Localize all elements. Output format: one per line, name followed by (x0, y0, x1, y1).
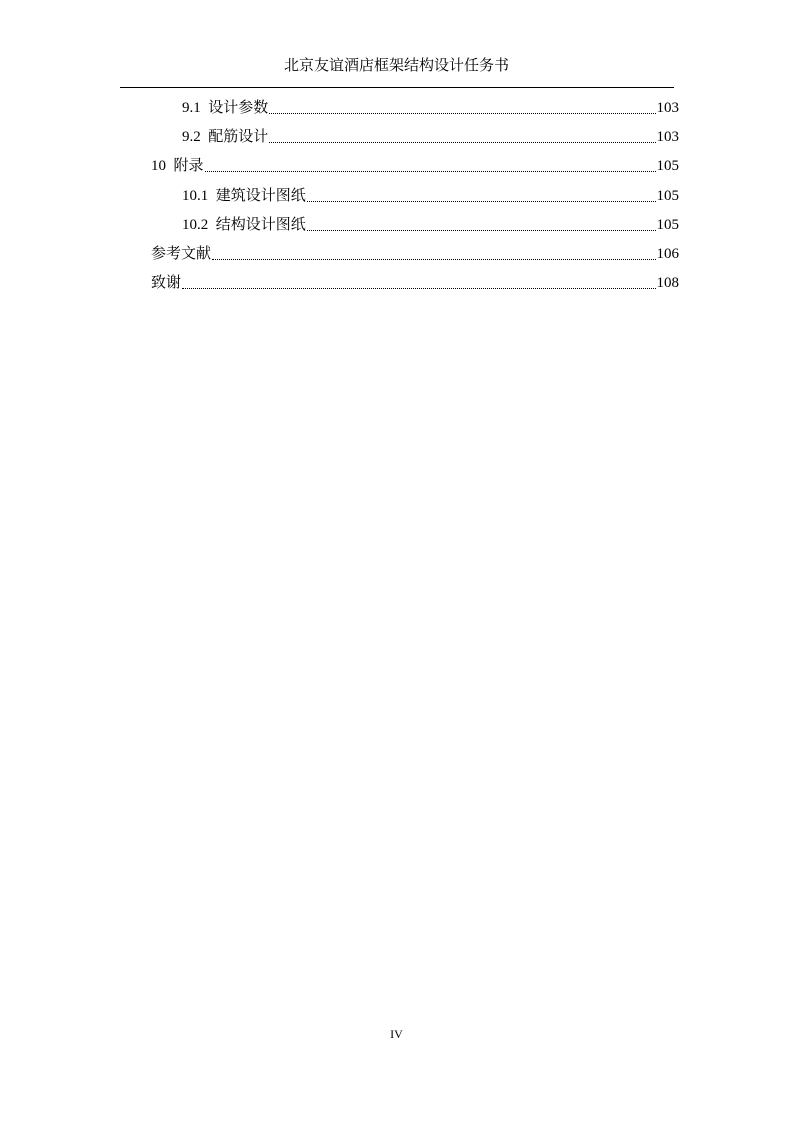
toc-dot-leader (307, 230, 656, 231)
toc-entry-page: 105 (656, 188, 679, 204)
toc-entry[interactable] (0, 271, 793, 293)
toc-entry-title: 参考文献 (151, 246, 212, 262)
toc-entry-number: 10.1 (182, 188, 209, 204)
toc-entry-title: 结构设计图纸 (215, 217, 306, 233)
toc-entry-number: 9.2 (182, 129, 201, 145)
toc-dot-leader (269, 142, 655, 143)
toc-entry[interactable] (0, 242, 793, 264)
toc-entry[interactable] (0, 125, 793, 147)
toc-entry-number: 9.1 (182, 100, 201, 116)
toc-entry-page: 108 (656, 275, 679, 291)
toc-entry-title: 附录 (173, 158, 204, 174)
toc-entry[interactable] (0, 184, 793, 206)
page-number: IV (390, 1027, 403, 1041)
toc-entry-number: 10 (151, 158, 166, 174)
toc-entry-number: 10.2 (182, 217, 209, 233)
toc-entry-page: 103 (656, 100, 679, 116)
toc-entry-page: 106 (656, 246, 679, 262)
toc-dot-leader (205, 171, 656, 172)
toc-entry-title: 致谢 (151, 275, 182, 291)
toc-dot-leader (212, 259, 655, 260)
toc-entry-title: 配筋设计 (208, 129, 269, 145)
toc-dot-leader (269, 113, 655, 114)
header-title: 北京友谊酒店框架结构设计任务书 (283, 58, 509, 74)
header-rule (120, 87, 674, 88)
toc-entry-page: 103 (656, 129, 679, 145)
toc-dot-leader (182, 288, 655, 289)
toc-entry-title: 建筑设计图纸 (215, 188, 306, 204)
toc-dot-leader (307, 201, 656, 202)
toc-entry[interactable] (0, 213, 793, 235)
toc-entry-title: 设计参数 (208, 100, 269, 116)
toc-entry-page: 105 (656, 217, 679, 233)
toc-entry-page: 105 (656, 158, 679, 174)
toc-entry[interactable] (0, 154, 793, 176)
toc-entry[interactable] (0, 96, 793, 118)
